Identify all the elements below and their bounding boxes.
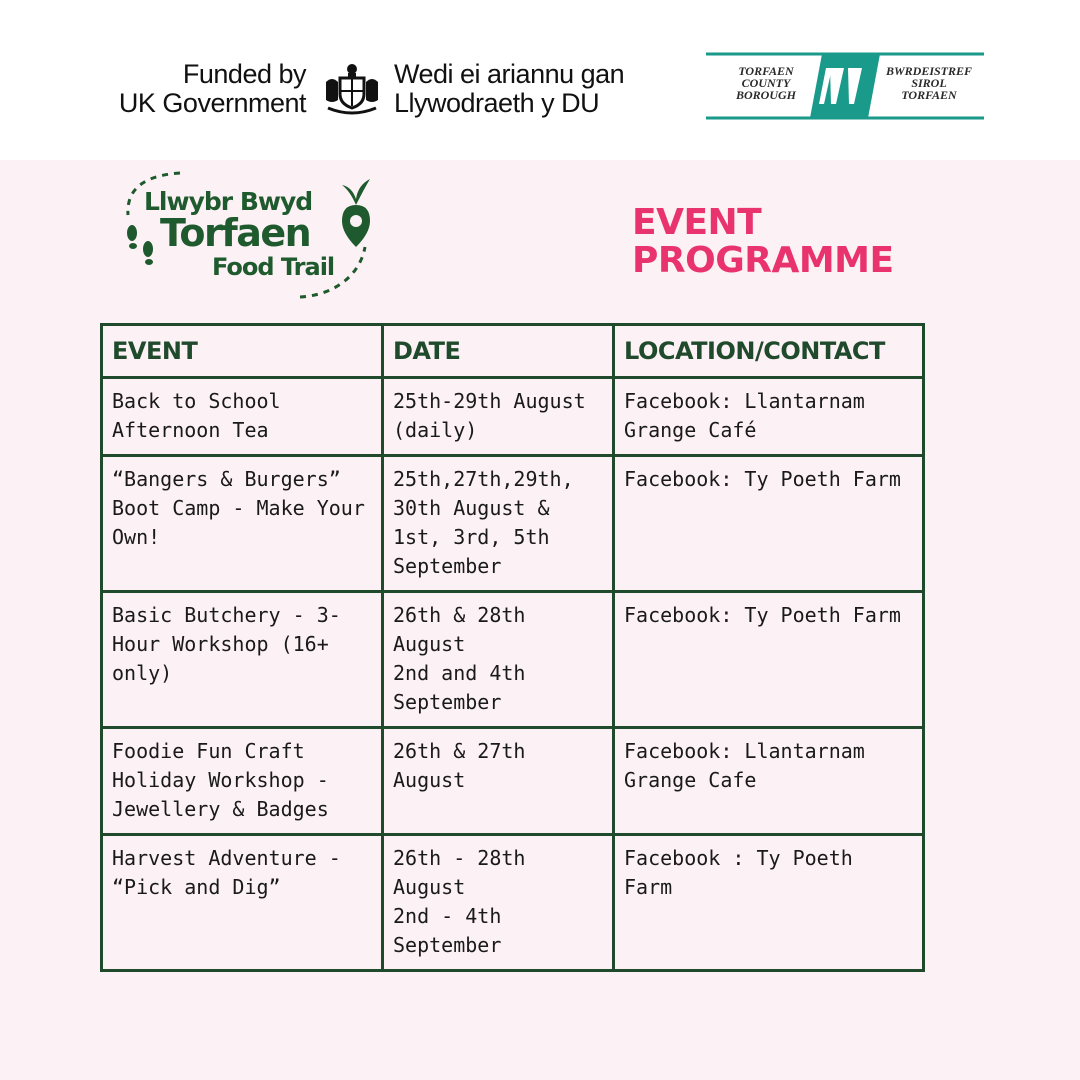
page-title-line1: EVENT [632, 202, 762, 243]
event-name: “Bangers & Burgers” Boot Camp - Make Your Own! [112, 467, 365, 549]
location-cell [614, 592, 924, 728]
date-cell [383, 378, 614, 456]
event-location: Facebook: Llantarnam Grange Cafe [624, 739, 865, 792]
food-trail-logo [120, 165, 380, 305]
header-date: DATE [383, 325, 614, 378]
event-date: 26th & 27th August [393, 739, 526, 792]
location-cell [614, 456, 924, 592]
location-cell [614, 728, 924, 835]
torfaen-council-logo [704, 50, 986, 122]
royal-coat-of-arms-icon [320, 60, 384, 118]
event-date: 26th & 28th August 2nd and 4th September [393, 603, 526, 714]
location-cell [614, 835, 924, 971]
council-welsh-line: TORFAEN [901, 88, 957, 102]
table-row [102, 592, 924, 728]
event-date: 25th,27th,29th, 30th August & 1st, 3rd, 5th September [393, 467, 574, 578]
funded-welsh-line1: Wedi ei ariannu gan [394, 59, 625, 89]
funded-by-welsh [394, 60, 674, 118]
location-cell [614, 378, 924, 456]
event-cell [102, 835, 383, 971]
event-location: Facebook: Ty Poeth Farm [624, 467, 901, 491]
event-cell [102, 456, 383, 592]
council-english-line: COUNTY [741, 76, 791, 90]
council-english-line: TORFAEN [738, 64, 794, 78]
page-title [632, 204, 932, 280]
header-event: EVENT [102, 325, 383, 378]
trail-name-welsh: Llwybr Bwyd [144, 187, 313, 216]
council-welsh-line: BWRDEISTREF [885, 64, 973, 78]
event-date: 26th - 28th August 2nd - 4th September [393, 846, 526, 957]
trail-name-torfaen: Torfaen [160, 211, 311, 255]
table-row [102, 728, 924, 835]
table-header-row [102, 325, 924, 378]
event-date: 25th-29th August (daily) [393, 389, 586, 442]
table-row [102, 378, 924, 456]
date-cell [383, 728, 614, 835]
event-cell [102, 378, 383, 456]
funded-english-line1: Funded by [182, 59, 306, 89]
event-name: Basic Butchery - 3- Hour Workshop (16+ only) [112, 603, 341, 685]
council-name-english [716, 65, 816, 101]
page-title-line2: PROGRAMME [632, 240, 894, 281]
event-programme-table [100, 323, 925, 972]
event-name: Foodie Fun Craft Holiday Workshop - Jewellery & Badges [112, 739, 329, 821]
table-row [102, 835, 924, 971]
council-english-line: BOROUGH [735, 88, 796, 102]
date-cell [383, 456, 614, 592]
date-cell [383, 835, 614, 971]
funded-welsh-line2: Llywodraeth y DU [394, 88, 600, 118]
event-cell [102, 592, 383, 728]
header-location: LOCATION/CONTACT [614, 325, 924, 378]
event-location: Facebook: Llantarnam Grange Café [624, 389, 865, 442]
event-location: Facebook : Ty Poeth Farm [624, 846, 853, 899]
funded-english-line2: UK Government [118, 88, 306, 118]
date-cell [383, 592, 614, 728]
table-row [102, 456, 924, 592]
event-location: Facebook: Ty Poeth Farm [624, 603, 901, 627]
council-name-welsh [876, 65, 982, 101]
event-name: Harvest Adventure - “Pick and Dig” [112, 846, 341, 899]
trail-name-english: Food Trail [212, 253, 335, 281]
council-welsh-line: SIROL [911, 76, 947, 90]
funded-by-english [96, 60, 306, 118]
event-name: Back to School Afternoon Tea [112, 389, 281, 442]
event-cell [102, 728, 383, 835]
